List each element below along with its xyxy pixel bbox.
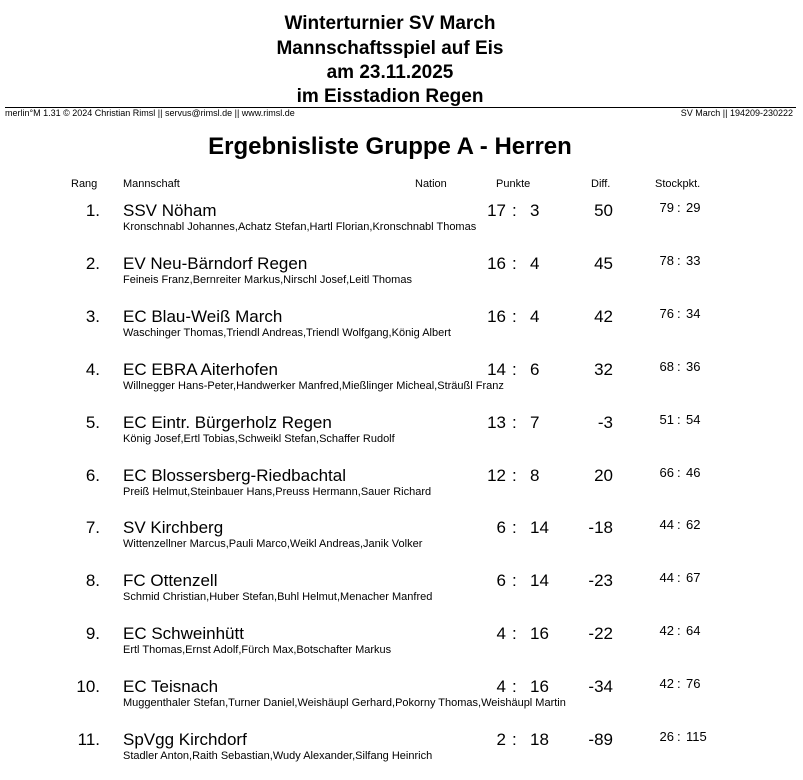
document-id: SV March || 194209-230222 — [680, 108, 793, 118]
points-against: 14 — [530, 571, 549, 590]
points-for: 4 — [496, 624, 506, 643]
points-separator: : — [512, 730, 517, 749]
player-list: Muggenthaler Stefan,Turner Daniel,Weishäupl Gerhard,Pokorny Thomas,Weishäupl Martin — [123, 697, 566, 709]
col-nation: Nation — [415, 178, 447, 190]
player-list: König Josef,Ertl Tobias,Schweikl Stefan,Schaffer Rudolf — [123, 433, 395, 445]
rank-cell: 5. — [85, 413, 100, 432]
player-list: Preiß Helmut,Steinbauer Hans,Preuss Hermann,Sauer Richard — [123, 486, 432, 498]
stock-separator: : — [677, 306, 681, 321]
points-against: 7 — [530, 413, 540, 432]
points-for: 6 — [496, 571, 506, 590]
difference: 20 — [594, 466, 613, 485]
points-separator: : — [512, 360, 517, 379]
difference: -89 — [588, 730, 613, 749]
col-diff: Diff. — [591, 178, 611, 190]
rank-cell: 9. — [85, 624, 100, 643]
team-name: SpVgg Kirchdorf — [123, 730, 247, 749]
col-stock: Stockpkt. — [655, 178, 701, 190]
difference: 45 — [594, 254, 613, 273]
team-name: EC EBRA Aiterhofen — [123, 360, 278, 379]
points-separator: : — [512, 624, 517, 643]
points-separator: : — [512, 677, 517, 696]
points-separator: : — [512, 571, 517, 590]
stock-separator: : — [677, 623, 681, 638]
team-name: EC Blossersberg-Riedbachtal — [123, 466, 346, 485]
player-list: Wittenzellner Marcus,Pauli Marco,Weikl Andreas,Janik Volker — [123, 538, 423, 550]
col-points: Punkte — [496, 178, 531, 190]
stock-points-for: 44 — [659, 570, 674, 585]
points-separator: : — [512, 254, 517, 273]
table-row — [0, 360, 803, 410]
event-date: am 23.11.2025 — [326, 62, 454, 83]
rank-cell: 4. — [85, 360, 100, 379]
player-list: Schmid Christian,Huber Stefan,Buhl Helmut,Menacher Manfred — [123, 591, 433, 603]
player-list: Waschinger Thomas,Triendl Andreas,Triendl Wolfgang,König Albert — [123, 327, 451, 339]
stock-separator: : — [677, 200, 681, 215]
stock-points-for: 79 — [659, 200, 674, 215]
software-credit: merlin°M 1.31 © 2024 Christian Rimsl || servus@rimsl.de || www.rimsl.de — [5, 108, 295, 118]
points-separator: : — [512, 466, 517, 485]
team-name: EC Schweinhütt — [123, 624, 244, 643]
difference: -22 — [588, 624, 613, 643]
stock-points-against: 54 — [686, 412, 701, 427]
team-name: EC Eintr. Bürgerholz Regen — [123, 413, 332, 432]
difference: 50 — [594, 201, 613, 220]
points-separator: : — [512, 201, 517, 220]
difference: -34 — [588, 677, 613, 696]
player-list: Feineis Franz,Bernreiter Markus,Nirschl Josef,Leitl Thomas — [123, 274, 412, 286]
event-title: Winterturnier SV March — [284, 13, 496, 34]
points-for: 16 — [487, 307, 506, 326]
stock-separator: : — [677, 676, 681, 691]
rank-cell: 10. — [76, 677, 100, 696]
table-row — [0, 254, 803, 304]
points-against: 4 — [530, 254, 540, 273]
rank-cell: 6. — [85, 466, 100, 485]
stock-separator: : — [677, 359, 681, 374]
stock-points-for: 78 — [659, 253, 674, 268]
rank-cell: 8. — [85, 571, 100, 590]
rank-cell: 7. — [85, 518, 100, 537]
table-row — [0, 730, 803, 780]
player-list: Stadler Anton,Raith Sebastian,Wudy Alexander,Silfang Heinrich — [123, 750, 433, 762]
stock-points-for: 66 — [659, 465, 674, 480]
stock-points-against: 62 — [686, 517, 701, 532]
difference: -18 — [588, 518, 613, 537]
stock-points-for: 68 — [659, 359, 674, 374]
team-name: SSV Nöham — [123, 201, 217, 220]
points-for: 2 — [496, 730, 506, 749]
points-for: 6 — [496, 518, 506, 537]
table-row — [0, 624, 803, 674]
table-row — [0, 466, 803, 516]
team-name: FC Ottenzell — [123, 571, 218, 590]
stock-points-against: 67 — [686, 570, 701, 585]
points-against: 16 — [530, 677, 549, 696]
points-against: 8 — [530, 466, 540, 485]
rank-cell: 1. — [85, 201, 100, 220]
stock-separator: : — [677, 517, 681, 532]
stock-points-for: 42 — [659, 676, 674, 691]
points-against: 6 — [530, 360, 540, 379]
event-discipline: Mannschaftsspiel auf Eis — [276, 38, 504, 59]
rank-cell: 3. — [85, 307, 100, 326]
table-row — [0, 201, 803, 251]
difference: -23 — [588, 571, 613, 590]
stock-separator: : — [677, 729, 681, 744]
stock-points-against: 64 — [686, 623, 701, 638]
stock-points-for: 51 — [659, 412, 674, 427]
rank-cell: 2. — [85, 254, 100, 273]
team-name: EC Blau-Weiß March — [123, 307, 283, 326]
stock-separator: : — [677, 465, 681, 480]
points-separator: : — [512, 518, 517, 537]
table-row — [0, 413, 803, 463]
stock-points-against: 46 — [686, 465, 701, 480]
rank-cell: 11. — [77, 730, 100, 749]
points-against: 14 — [530, 518, 549, 537]
stock-points-against: 33 — [686, 253, 701, 268]
table-row — [0, 518, 803, 568]
points-for: 12 — [487, 466, 506, 485]
points-for: 17 — [487, 201, 506, 220]
stock-points-against: 34 — [686, 306, 701, 321]
points-for: 16 — [487, 254, 506, 273]
player-list: Willnegger Hans-Peter,Handwerker Manfred,Mießlinger Micheal,Sträußl Franz — [123, 380, 504, 392]
stock-points-for: 26 — [659, 729, 674, 744]
stock-points-against: 76 — [686, 676, 701, 691]
points-for: 4 — [496, 677, 506, 696]
stock-separator: : — [677, 412, 681, 427]
table-row — [0, 307, 803, 357]
difference: 32 — [594, 360, 613, 379]
points-against: 3 — [530, 201, 540, 220]
points-against: 4 — [530, 307, 540, 326]
stock-points-against: 36 — [686, 359, 701, 374]
results-title: Ergebnisliste Gruppe A - Herren — [208, 133, 572, 160]
points-against: 18 — [530, 730, 549, 749]
stock-points-against: 115 — [686, 729, 707, 744]
stock-points-for: 76 — [659, 306, 674, 321]
stock-separator: : — [677, 570, 681, 585]
points-for: 13 — [487, 413, 506, 432]
table-row — [0, 571, 803, 621]
points-against: 16 — [530, 624, 549, 643]
player-list: Ertl Thomas,Ernst Adolf,Fürch Max,Botschafter Markus — [123, 644, 392, 656]
points-separator: : — [512, 413, 517, 432]
col-team: Mannschaft — [123, 178, 180, 190]
difference: 42 — [594, 307, 613, 326]
team-name: SV Kirchberg — [123, 518, 224, 537]
stock-separator: : — [677, 253, 681, 268]
stock-points-for: 44 — [659, 517, 674, 532]
event-venue: im Eisstadion Regen — [296, 86, 484, 107]
team-name: EV Neu-Bärndorf Regen — [123, 254, 308, 273]
stock-points-against: 29 — [686, 200, 701, 215]
points-for: 14 — [487, 360, 506, 379]
table-row — [0, 677, 803, 727]
points-separator: : — [512, 307, 517, 326]
player-list: Kronschnabl Johannes,Achatz Stefan,Hartl Florian,Kronschnabl Thomas — [123, 221, 477, 233]
col-rank: Rang — [71, 178, 98, 190]
difference: -3 — [597, 413, 613, 432]
team-name: EC Teisnach — [123, 677, 219, 696]
stock-points-for: 42 — [659, 623, 674, 638]
